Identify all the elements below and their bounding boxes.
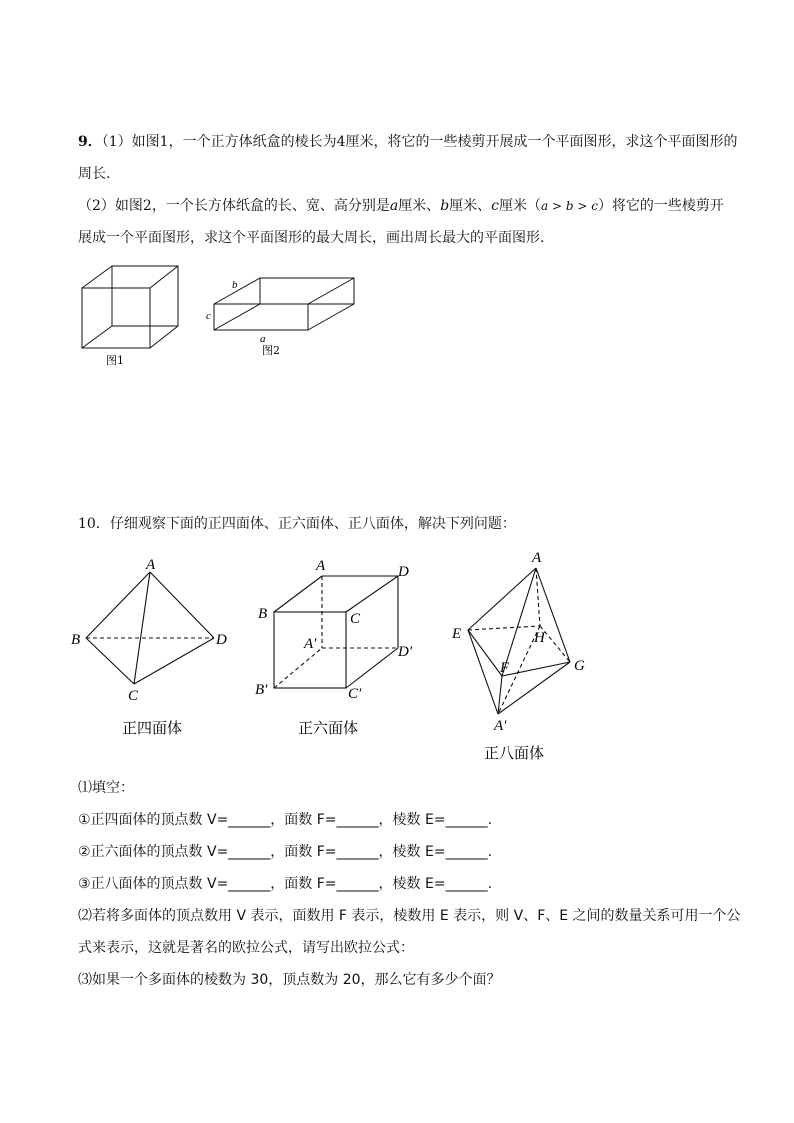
q9-part1-label: （1） (101, 134, 132, 150)
q10-intro: 10．仔细观察下面的正四面体、正六面体、正八面体，解决下列问题： (78, 516, 516, 532)
cube-label-A1: A′ (304, 636, 317, 652)
tetra-label-A: A (146, 557, 156, 573)
cube-figure (250, 552, 440, 742)
octa-caption: 正八面体 (484, 744, 545, 762)
octa-label-G: G (574, 658, 585, 674)
q10-row1: ①正四面体的顶点数 V=______，面数 F=______，棱数 E=______. (78, 812, 493, 828)
octahedron-figure (446, 544, 596, 764)
condition: a > b > c (541, 199, 598, 213)
q9-part2-text2: ）将它的一些棱剪开 (597, 198, 724, 214)
q10-fill-title: ⑴填空： (78, 780, 134, 796)
q10-row3: ③正八面体的顶点数 V=______，面数 F=______，棱数 E=______. (78, 876, 493, 892)
fig2-caption: 图2 (262, 344, 280, 357)
tetra-caption: 正四面体 (122, 719, 183, 737)
unit-b: 厘米、 (449, 198, 492, 214)
q9-part2-label: （2） (78, 198, 115, 214)
unit-c: 厘米（ (499, 198, 541, 214)
q9-line1 (78, 132, 737, 152)
octa-label-A1: A′ (494, 718, 507, 734)
fig1-caption: 图1 (106, 354, 124, 367)
q10-row2: ②正六面体的顶点数 V=______，面数 F=______，棱数 E=______. (78, 844, 493, 860)
tetra-label-B: B (71, 632, 81, 648)
cube-label-D1: D′ (398, 644, 413, 660)
octa-label-E: E (452, 626, 462, 642)
octa-label-F: F (500, 660, 510, 676)
q10-q2-line2: 式来表示，这就是著名的欧拉公式，请写出欧拉公式： (78, 940, 414, 956)
tetra-label-D: D (216, 632, 227, 648)
octa-label-A: A (532, 550, 542, 566)
fig1-cube (78, 262, 198, 372)
q9-line3 (78, 196, 724, 216)
cube-caption: 正六面体 (298, 719, 359, 737)
cube-label-D: D (398, 564, 409, 580)
cube-label-C1: C′ (348, 686, 362, 702)
tetrahedron-figure (66, 552, 236, 742)
fig2-cuboid (202, 272, 362, 372)
var-c: c (491, 198, 499, 214)
unit-a: 厘米、 (398, 198, 441, 214)
tetra-label-C: C (128, 688, 139, 704)
var-b: b (440, 198, 450, 214)
q9-number: 9． (78, 134, 102, 150)
q9-part2-text: 如图2，一个长方体纸盒的长、宽、高分别是 (114, 198, 390, 214)
q10-q2-line1: ⑵若将多面体的顶点数用 V 表示，面数用 F 表示，棱数用 E 表示，则 V、F、E 之间的数量关系可用一个公 (78, 908, 741, 924)
var-a: a (389, 198, 399, 214)
q10-q3: ⑶如果一个多面体的棱数为 30，顶点数为 20，那么它有多少个面？ (78, 972, 501, 988)
fig2-label-b: b (232, 279, 238, 291)
octa-label-H: H (534, 630, 545, 646)
cube-label-B: B (258, 606, 268, 622)
q9-part1-text: 如图1，一个正方体纸盒的棱长为4厘米，将它的一些棱剪开展成一个平面图形，求这个平面图形的 (131, 134, 738, 150)
cube-label-C: C (350, 611, 361, 627)
q9-line4: 展成一个平面图形，求这个平面图形的最大周长，画出周长最大的平面图形. (78, 230, 545, 246)
fig2-label-c: c (206, 310, 211, 322)
cube-label-B1: B′ (255, 682, 268, 698)
fig2-label-a: a (260, 333, 266, 345)
q9-line2: 周长. (78, 166, 111, 182)
cube-label-A: A (316, 558, 326, 574)
